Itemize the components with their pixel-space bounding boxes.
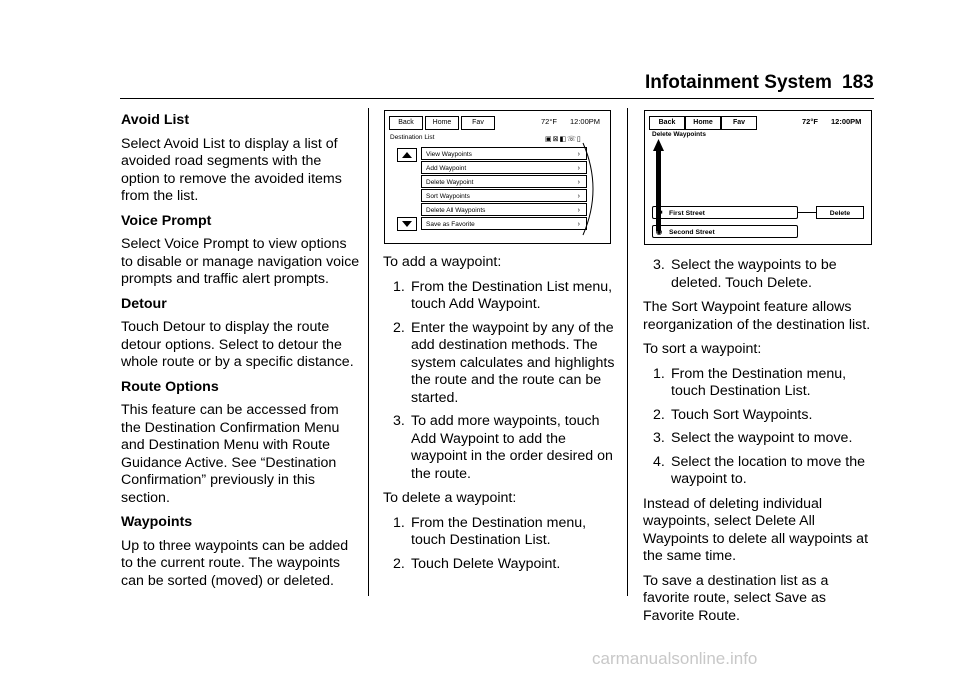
list-item: 4. Select the location to move the waypoint to.	[653, 453, 866, 487]
delete-waypoints-screen	[644, 110, 872, 245]
waypoint-first-street[interactable]	[652, 206, 798, 219]
para-waypoints: Up to three waypoints can be added to the current route. The waypoints can be sorted (moved) or deleted.	[121, 537, 349, 589]
step-text: Touch Sort Waypoints.	[671, 406, 813, 423]
delete-button[interactable]: Delete	[816, 206, 864, 219]
menu-label: Save as Favorite	[426, 221, 475, 228]
para-voice-prompt: Select Voice Prompt to view options to disable or manage navigation voice prompts and traffic alert prompts.	[121, 236, 360, 287]
delete-waypoint-intro: To delete a waypoint:	[383, 490, 517, 506]
chevron-right-icon: ›	[577, 221, 580, 228]
para-avoid-list: Select Avoid List to display a list of avoided road segments with the option to remove the avoided items from the list.	[121, 135, 342, 204]
destination-list-screen	[384, 110, 611, 244]
chevron-right-icon: ›	[577, 193, 580, 200]
status-icons: ▣⊠◧☏▯	[545, 136, 582, 143]
scroll-up-button[interactable]	[397, 148, 417, 162]
chevron-right-icon: ›	[577, 151, 580, 158]
column-3	[643, 257, 878, 632]
watermark: carmanualsonline.info	[592, 649, 758, 668]
menu-save-as-favorite[interactable]	[421, 217, 587, 230]
heading-route-options: Route Options	[121, 378, 219, 395]
step-text: Select the location to move the waypoint to.	[671, 453, 866, 487]
menu-sort-waypoints[interactable]	[421, 189, 587, 202]
list-item: 2. Touch Sort Waypoints.	[653, 406, 813, 423]
save-text: To save a destination list as a favorite route, select Save as Favorite Route.	[643, 572, 829, 624]
delete-all-text: Instead of deleting individual waypoints, select Delete All Waypoints to delete all waypoints at the same time.	[643, 495, 869, 564]
step-text: Touch Delete Waypoint.	[411, 555, 561, 572]
step-text: Select the waypoints to be deleted. Touch Delete.	[671, 257, 837, 291]
back-button[interactable]: Back	[389, 116, 423, 130]
list-item: 3. Select the waypoints to be deleted. Touch Delete.	[653, 257, 837, 291]
connector-line	[798, 212, 816, 213]
list-item: 1. From the Destination List menu, touch Add Waypoint.	[393, 278, 613, 312]
menu-label: Add Waypoint	[426, 165, 467, 172]
page-number: 183	[842, 72, 874, 93]
chevron-right-icon: ›	[577, 165, 580, 172]
waypoint-label: Second Street	[669, 229, 715, 236]
home-button[interactable]: Home	[425, 116, 459, 130]
step-text: Select the waypoint to move.	[671, 430, 853, 446]
menu-label: View Waypoints	[426, 151, 472, 158]
waypoint-second-street[interactable]	[652, 225, 798, 238]
list-item: 1. From the Destination menu, touch Destination List.	[393, 514, 587, 548]
menu-delete-waypoint[interactable]	[421, 175, 587, 188]
back-button[interactable]: Back	[649, 116, 685, 130]
destination-icon: ◉	[656, 229, 662, 236]
chevron-right-icon: ›	[577, 179, 580, 186]
column-divider-2	[627, 108, 628, 596]
heading-waypoints: Waypoints	[121, 514, 193, 530]
column-divider-1	[368, 108, 369, 596]
list-curve-decoration	[581, 141, 601, 237]
screen-label: Destination List	[390, 134, 435, 141]
column-1	[121, 112, 361, 597]
clock: 12:00PM	[570, 117, 601, 126]
sort-lead: To sort a waypoint:	[643, 341, 762, 357]
sort-waypoint-steps	[643, 366, 878, 489]
clock: 12:00PM	[831, 117, 862, 126]
delete-waypoint-steps	[383, 515, 618, 574]
temperature: 72°F	[541, 117, 557, 126]
step-text: Enter the waypoint by any of the add destination methods. The system calculates and highlights the route and the route can be started.	[411, 319, 615, 406]
step-text: To add more waypoints, touch Add Waypoint to add the waypoint in the order desired on the route.	[411, 413, 613, 482]
list-item: 2. Touch Delete Waypoint.	[393, 555, 561, 572]
section-title: Infotainment System	[645, 72, 832, 93]
list-item: 1. From the Destination menu, touch Destination List.	[653, 365, 847, 399]
down-arrow-icon	[402, 221, 412, 227]
list-item: 3. Select the waypoint to move.	[653, 430, 853, 446]
flag-icon: ⚑	[657, 210, 664, 217]
add-waypoint-steps	[383, 279, 618, 484]
fav-button[interactable]: Fav	[461, 116, 495, 130]
step-text: From the Destination menu, touch Destination List.	[411, 514, 587, 548]
up-arrow-icon	[402, 152, 412, 158]
heading-detour: Detour	[121, 295, 167, 312]
menu-view-waypoints[interactable]	[421, 147, 587, 160]
header-rule	[120, 98, 874, 99]
fav-button[interactable]: Fav	[721, 116, 757, 130]
add-waypoint-intro: To add a waypoint:	[383, 254, 502, 270]
list-item: 3. To add more waypoints, touch Add Waypoint to add the waypoint in the order desired on the route.	[393, 413, 613, 482]
menu-label: Delete All Waypoints	[426, 207, 486, 214]
menu-add-waypoint[interactable]	[421, 161, 587, 174]
page-header	[0, 70, 960, 96]
chevron-right-icon: ›	[577, 207, 580, 214]
heading-avoid-list: Avoid List	[121, 112, 190, 128]
step-text: From the Destination menu, touch Destination List.	[671, 365, 847, 399]
scroll-down-button[interactable]	[397, 217, 417, 231]
para-detour: Touch Detour to display the route detour options. Select to detour the whole route or by a specific distance.	[121, 319, 354, 370]
list-item: 2. Enter the waypoint by any of the add destination methods. The system calculates and highlights the route and the route can be started.	[393, 319, 615, 406]
delete-waypoint-steps-cont	[643, 257, 878, 292]
sort-intro: The Sort Waypoint feature allows reorganization of the destination list.	[643, 299, 871, 333]
column-2	[383, 254, 618, 580]
home-button[interactable]: Home	[685, 116, 721, 130]
screen-label: Delete Waypoints	[652, 131, 706, 138]
heading-voice-prompt: Voice Prompt	[121, 212, 212, 229]
step-text: From the Destination List menu, touch Add Waypoint.	[411, 278, 613, 312]
menu-label: Sort Waypoints	[426, 193, 470, 200]
temperature: 72°F	[802, 117, 818, 126]
menu-label: Delete Waypoint	[426, 179, 474, 186]
para-route-options: This feature can be accessed from the Destination Confirmation Menu and Destination Menu with Route Guidance Active. See “Destination Confirmation” previously in this section.	[121, 402, 340, 506]
menu-delete-all-waypoints[interactable]	[421, 203, 587, 216]
waypoint-label: First Street	[669, 210, 705, 217]
